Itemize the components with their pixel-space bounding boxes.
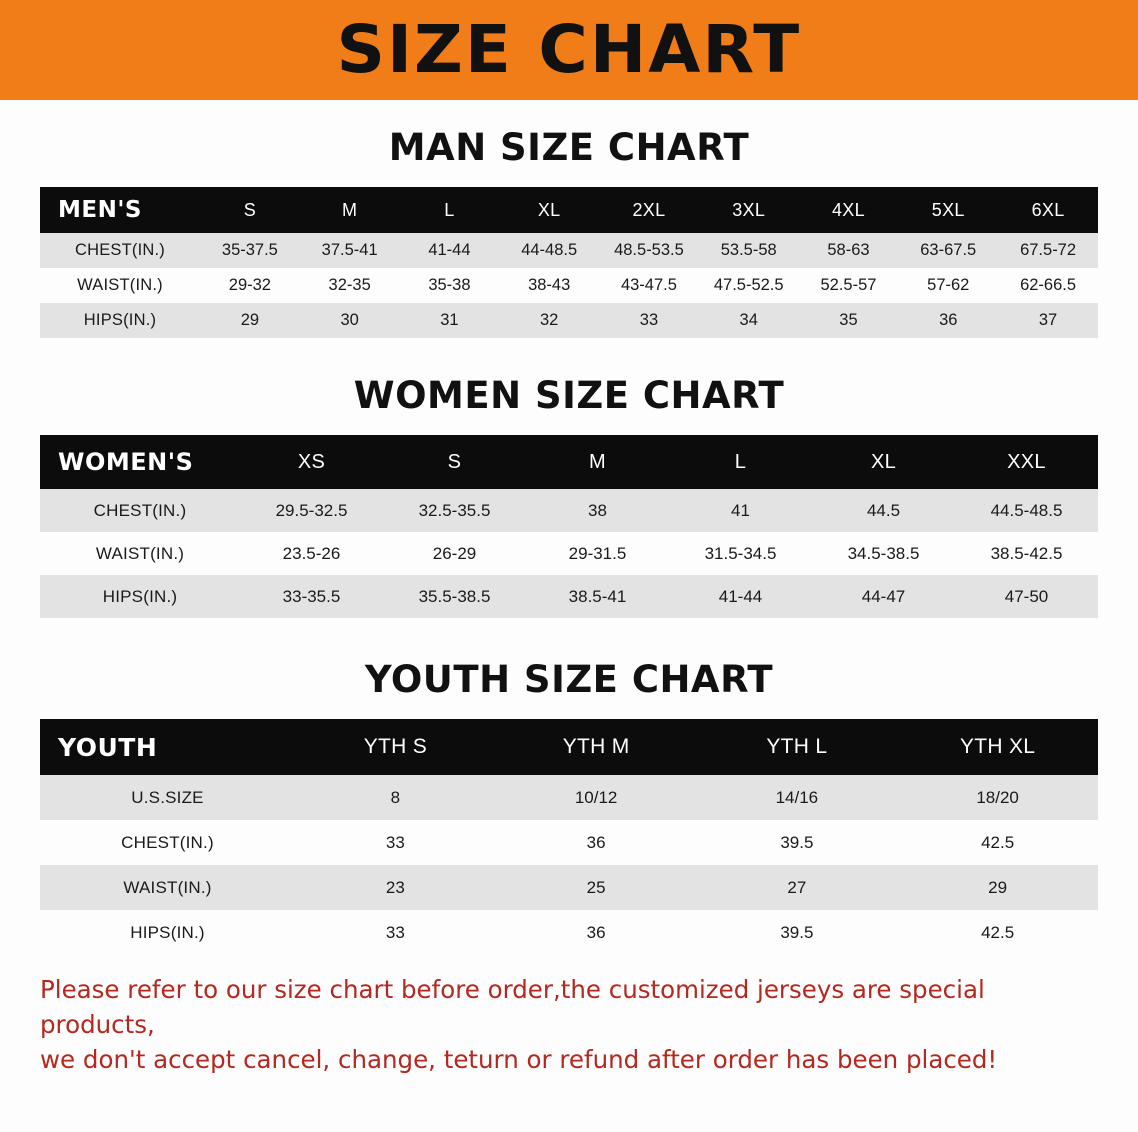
row-label: CHEST(IN.) <box>93 500 187 520</box>
table-cell: 33-35.5 <box>282 586 341 606</box>
table-cell: 41-44 <box>718 586 763 606</box>
table-cell: 53.5-58 <box>720 241 777 259</box>
column-header: XL <box>870 450 897 473</box>
table-cell: 58-63 <box>827 241 870 259</box>
table-cell: 36 <box>939 311 958 329</box>
table-row <box>40 233 1098 268</box>
table-cell: 23 <box>385 877 405 897</box>
table-cell: 36 <box>586 922 606 942</box>
column-header: MEN'S <box>58 197 142 223</box>
page-banner <box>0 0 1138 100</box>
column-header: 2XL <box>632 199 666 220</box>
table-cell: 29 <box>240 311 260 329</box>
column-header: YOUTH <box>58 732 158 762</box>
table-cell: 35 <box>839 311 858 329</box>
youth-table-wrapper <box>0 719 1138 955</box>
table-cell: 44.5 <box>866 500 901 520</box>
table-cell: 38 <box>588 500 607 520</box>
table-header-row <box>40 435 1098 489</box>
table-row <box>40 489 1098 532</box>
table-cell: 30 <box>340 311 359 329</box>
row-label: U.S.SIZE <box>131 787 204 807</box>
column-header: YTH L <box>766 735 828 758</box>
table-row <box>40 268 1098 303</box>
row-label: WAIST(IN.) <box>123 877 212 897</box>
column-header: 6XL <box>1031 199 1065 220</box>
table-cell: 43-47.5 <box>620 276 677 294</box>
table-cell: 35.5-38.5 <box>418 586 491 606</box>
disclaimer-line-1: Please refer to our size chart before order,the customized jerseys are special products, <box>40 975 985 1039</box>
table-cell: 38.5-41 <box>568 586 627 606</box>
disclaimer-note <box>40 973 1098 1077</box>
column-header: YTH S <box>363 735 428 758</box>
table-cell: 31 <box>440 311 459 329</box>
table-row <box>40 575 1098 618</box>
table-cell: 42.5 <box>981 922 1015 942</box>
table-cell: 47-50 <box>1004 586 1049 606</box>
table-row <box>40 532 1098 575</box>
table-row <box>40 775 1098 820</box>
youth-section-heading: YOUTH SIZE CHART <box>364 658 774 701</box>
row-label: HIPS(IN.) <box>83 311 157 329</box>
table-cell: 33 <box>385 922 405 942</box>
table-cell: 36 <box>586 832 606 852</box>
table-cell: 34.5-38.5 <box>847 543 920 563</box>
column-header: S <box>447 450 462 473</box>
table-cell: 44.5-48.5 <box>990 500 1063 520</box>
table-cell: 8 <box>390 787 401 807</box>
table-cell: 42.5 <box>981 832 1015 852</box>
table-cell: 57-62 <box>927 276 970 294</box>
table-cell: 18/20 <box>976 787 1019 807</box>
row-label: HIPS(IN.) <box>102 586 178 606</box>
table-cell: 37.5-41 <box>321 241 378 259</box>
table-cell: 32-35 <box>328 276 371 294</box>
man-section-heading: MAN SIZE CHART <box>388 126 750 169</box>
table-cell: 48.5-53.5 <box>614 241 684 259</box>
women-table-wrapper <box>0 435 1138 618</box>
table-cell: 25 <box>586 877 606 897</box>
column-header: XS <box>297 450 326 473</box>
table-cell: 29-32 <box>228 276 271 294</box>
column-header: S <box>243 199 257 220</box>
table-cell: 67.5-72 <box>1020 241 1077 259</box>
table-cell: 29.5-32.5 <box>275 500 348 520</box>
row-label: CHEST(IN.) <box>75 241 165 259</box>
table-header-row <box>40 187 1098 233</box>
table-cell: 23.5-26 <box>282 543 341 563</box>
disclaimer-line-2: we don't accept cancel, change, teturn or refund after order has been placed! <box>40 1044 998 1074</box>
table-cell: 33 <box>639 311 659 329</box>
women-section-heading: WOMEN SIZE CHART <box>353 374 785 417</box>
table-row <box>40 303 1098 338</box>
table-cell: 38-43 <box>528 276 571 294</box>
table-cell: 39.5 <box>780 832 814 852</box>
column-header: M <box>589 450 606 473</box>
column-header: 4XL <box>832 199 865 220</box>
table-header-row <box>40 719 1098 775</box>
table-cell: 27 <box>787 877 807 897</box>
table-cell: 62-66.5 <box>1020 276 1077 294</box>
row-label: WAIST(IN.) <box>95 543 185 563</box>
table-cell: 34 <box>739 311 758 329</box>
column-header: M <box>342 199 358 220</box>
table-cell: 41 <box>731 500 750 520</box>
column-header: YTH XL <box>959 735 1036 758</box>
row-label: HIPS(IN.) <box>130 922 205 942</box>
table-cell: 32.5-35.5 <box>418 500 491 520</box>
table-cell: 31.5-34.5 <box>704 543 777 563</box>
table-cell: 52.5-57 <box>820 276 877 294</box>
column-header: 5XL <box>931 199 965 220</box>
column-header: WOMEN'S <box>58 448 194 476</box>
row-label: CHEST(IN.) <box>121 832 214 852</box>
row-label: WAIST(IN.) <box>77 276 163 294</box>
table-cell: 26-29 <box>432 543 477 563</box>
table-cell: 63-67.5 <box>920 241 977 259</box>
column-header: L <box>444 199 455 220</box>
man-table-wrapper <box>0 187 1138 338</box>
youth-size-table <box>40 719 1098 955</box>
table-cell: 47.5-52.5 <box>713 276 784 294</box>
page-title: SIZE CHART <box>336 11 802 88</box>
table-cell: 29 <box>988 877 1008 897</box>
column-header: L <box>734 450 747 473</box>
column-header: 3XL <box>732 199 766 220</box>
column-header: XXL <box>1007 450 1046 473</box>
table-cell: 41-44 <box>428 241 471 259</box>
table-cell: 44-47 <box>861 586 906 606</box>
table-row <box>40 910 1098 955</box>
table-row <box>40 820 1098 865</box>
table-cell: 35-37.5 <box>221 241 278 259</box>
column-header: XL <box>537 199 561 220</box>
table-cell: 29-31.5 <box>568 543 627 563</box>
table-cell: 39.5 <box>780 922 814 942</box>
table-cell: 38.5-42.5 <box>990 543 1063 563</box>
table-cell: 32 <box>540 311 559 329</box>
table-cell: 37 <box>1038 311 1058 329</box>
table-cell: 33 <box>385 832 405 852</box>
table-cell: 35-38 <box>428 276 471 294</box>
man-size-table <box>40 187 1098 338</box>
table-cell: 44-48.5 <box>521 241 578 259</box>
column-header: YTH M <box>562 735 630 758</box>
table-cell: 14/16 <box>775 787 819 807</box>
women-size-table <box>40 435 1098 618</box>
table-row <box>40 865 1098 910</box>
table-cell: 10/12 <box>574 787 618 807</box>
